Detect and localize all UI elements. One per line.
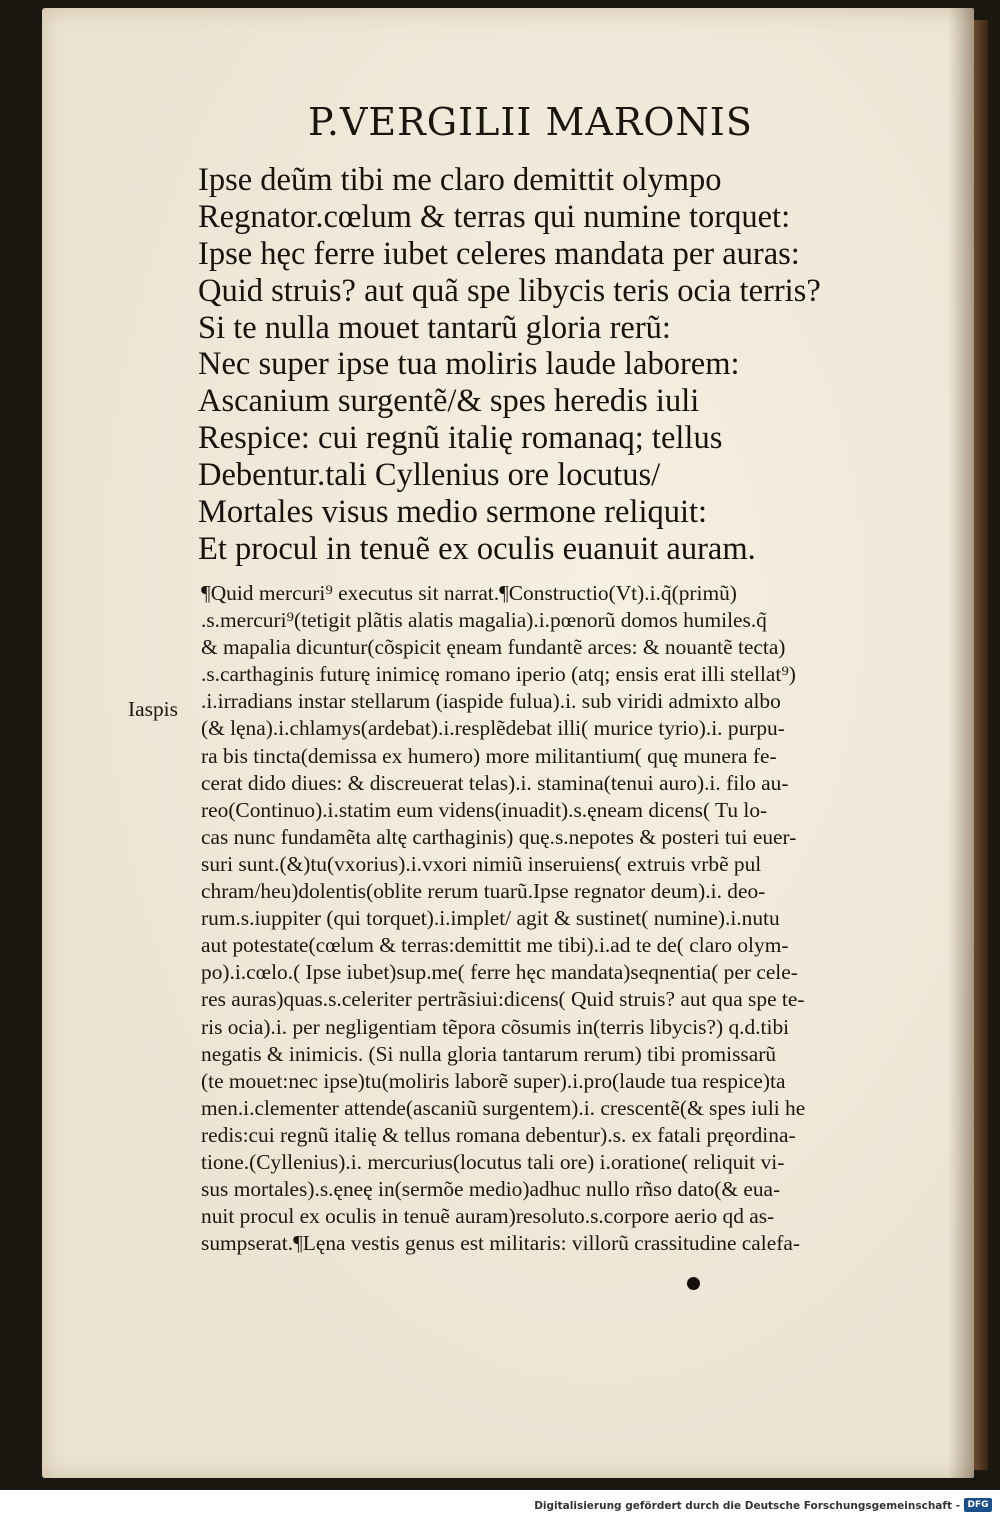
- commentary-line: ris ocia).i. per negligentiam tẽpora cõsumis in(terris libycis?) q.d.tibi: [201, 1014, 790, 1039]
- commentary-line: cas nunc fundamẽta altę carthaginis) quę.s.nepotes & posteri tui euer-: [201, 824, 797, 849]
- commentary-line: .s.carthaginis futurę inimicę romano iperio (atq; ensis erat illi stellat⁹): [201, 662, 796, 687]
- verse-line: Ipse hęc ferre iubet celeres mandata per auras:: [198, 235, 800, 272]
- verse-block: [198, 162, 918, 568]
- commentary-line: chram/heu)dolentis(oblite rerum tuarũ.Ipse regnator deum).i. deo-: [201, 879, 766, 904]
- commentary-line: ¶Quid mercuri⁹ executus sit narrat.¶Constructio(Vt).i.q̃(primũ): [201, 581, 737, 605]
- commentary-line: cerat dido diues: & discreuerat telas).i. stamina(tenui auro).i. filo au-: [201, 770, 789, 795]
- page-edge: [974, 20, 988, 1470]
- verse-line: Debentur.tali Cyllenius ore locutus/: [198, 457, 661, 494]
- commentary-line: nuit procul ex oculis in tenuẽ auram)resoluto.s.corpore aerio qd as-: [201, 1204, 775, 1229]
- verse-line: Ipse deũm tibi me claro demittit olympo: [198, 162, 722, 198]
- commentary-line: res auras)quas.s.celeriter pertrãsiui:dicens( Quid struis? aut qua spe te-: [201, 987, 805, 1012]
- commentary-line: & mapalia dicuntur(cõspicit ęneam fundantẽ arces: & nouantẽ tecta): [201, 635, 786, 660]
- commentary-line: po).i.cœlo.( Ipse iubet)sup.me( ferre hęc mandata)seqnentia( per cele-: [201, 960, 798, 985]
- verse-line: Respice: cui regnũ italię romanaq; tellus: [198, 420, 723, 457]
- commentary-line: .s.mercuri⁹(tetigit plãtis alatis magalia).i.pœnorũ domos humiles.q̃: [201, 608, 767, 633]
- marginal-note: Iaspis: [128, 697, 178, 721]
- commentary-line: rum.s.iuppiter (qui torquet).i.implet/ agit & sustinet( numine).i.nutu: [201, 906, 780, 931]
- verse-line: Regnator.cœlum & terras qui numine torquet:: [198, 198, 791, 235]
- commentary-line: tione.(Cyllenius).i. mercurius(locutus tali ore) i.oratione( reliquit vi-: [201, 1149, 785, 1174]
- commentary-line: aut potestate(cœlum & terras:demittit me tibi).i.ad te de( claro olym-: [201, 933, 789, 958]
- verse-line: Si te nulla mouet tantarũ gloria rerũ:: [198, 309, 671, 346]
- commentary-line: (& lęna).i.chlamys(ardebat).i.resplẽdebat illi( murice tyrio).i. purpu-: [201, 716, 785, 741]
- commentary-line: (te mouet:nec ipse)tu(moliris laborẽ super).i.pro(laude tua respice)ta: [201, 1068, 786, 1093]
- commentary-line: sus mortales).s.ęneę in(sermõe medio)adhuc nullo rñso dato(& eua-: [201, 1177, 781, 1202]
- commentary-line: .i.irradians instar stellarum (iaspide fulua).i. sub viridi admixto albo: [201, 689, 781, 714]
- verse-line: Et procul in tenuẽ ex oculis euanuit auram.: [198, 530, 756, 567]
- commentary-line: men.i.clementer attende(ascaniũ surgentem).i. crescentẽ(& spes iuli he: [201, 1095, 806, 1120]
- commentary-line: negatis & inimicis. (Si nulla gloria tantarum rerum) tibi promissarũ: [201, 1041, 777, 1066]
- verse-line: Ascanium surgentẽ/& spes heredis iuli: [198, 383, 700, 420]
- commentary-line: sumpserat.¶Lęna vestis genus est militaris: villorũ crassitudine calefa-: [201, 1231, 800, 1256]
- commentary-block: [201, 580, 961, 1257]
- verse-line: Quid struis? aut quã spe libycis teris ocia terris?: [198, 272, 821, 309]
- commentary-line: suri sunt.(&)tu(vxorius).i.vxori nimiũ inseruiens( extruis vrbẽ pul: [201, 851, 762, 876]
- funding-credit: Digitalisierung gefördert durch die Deutsche Forschungsgemeinschaft -: [534, 1500, 960, 1512]
- commentary-line: redis:cui regnũ italię & tellus romana debentur).s. ex fatali pręordina-: [201, 1122, 796, 1147]
- commentary-line: reo(Continuo).i.statim eum videns(inuadit).s.ęneam dicens( Tu lo-: [201, 797, 768, 822]
- verse-line: Nec super ipse tua moliris laude laborem:: [198, 346, 740, 383]
- footer-bar: [0, 1490, 1000, 1524]
- commentary-line: ra bis tincta(demissa ex humero) more militantium( quę munera fe-: [201, 743, 777, 768]
- verse-line: Mortales visus medio sermone reliquit:: [198, 494, 708, 531]
- dfg-logo: DFG: [964, 1498, 992, 1512]
- end-mark-dot: [687, 1277, 700, 1290]
- page-heading: P.VERGILII MARONIS: [308, 100, 753, 144]
